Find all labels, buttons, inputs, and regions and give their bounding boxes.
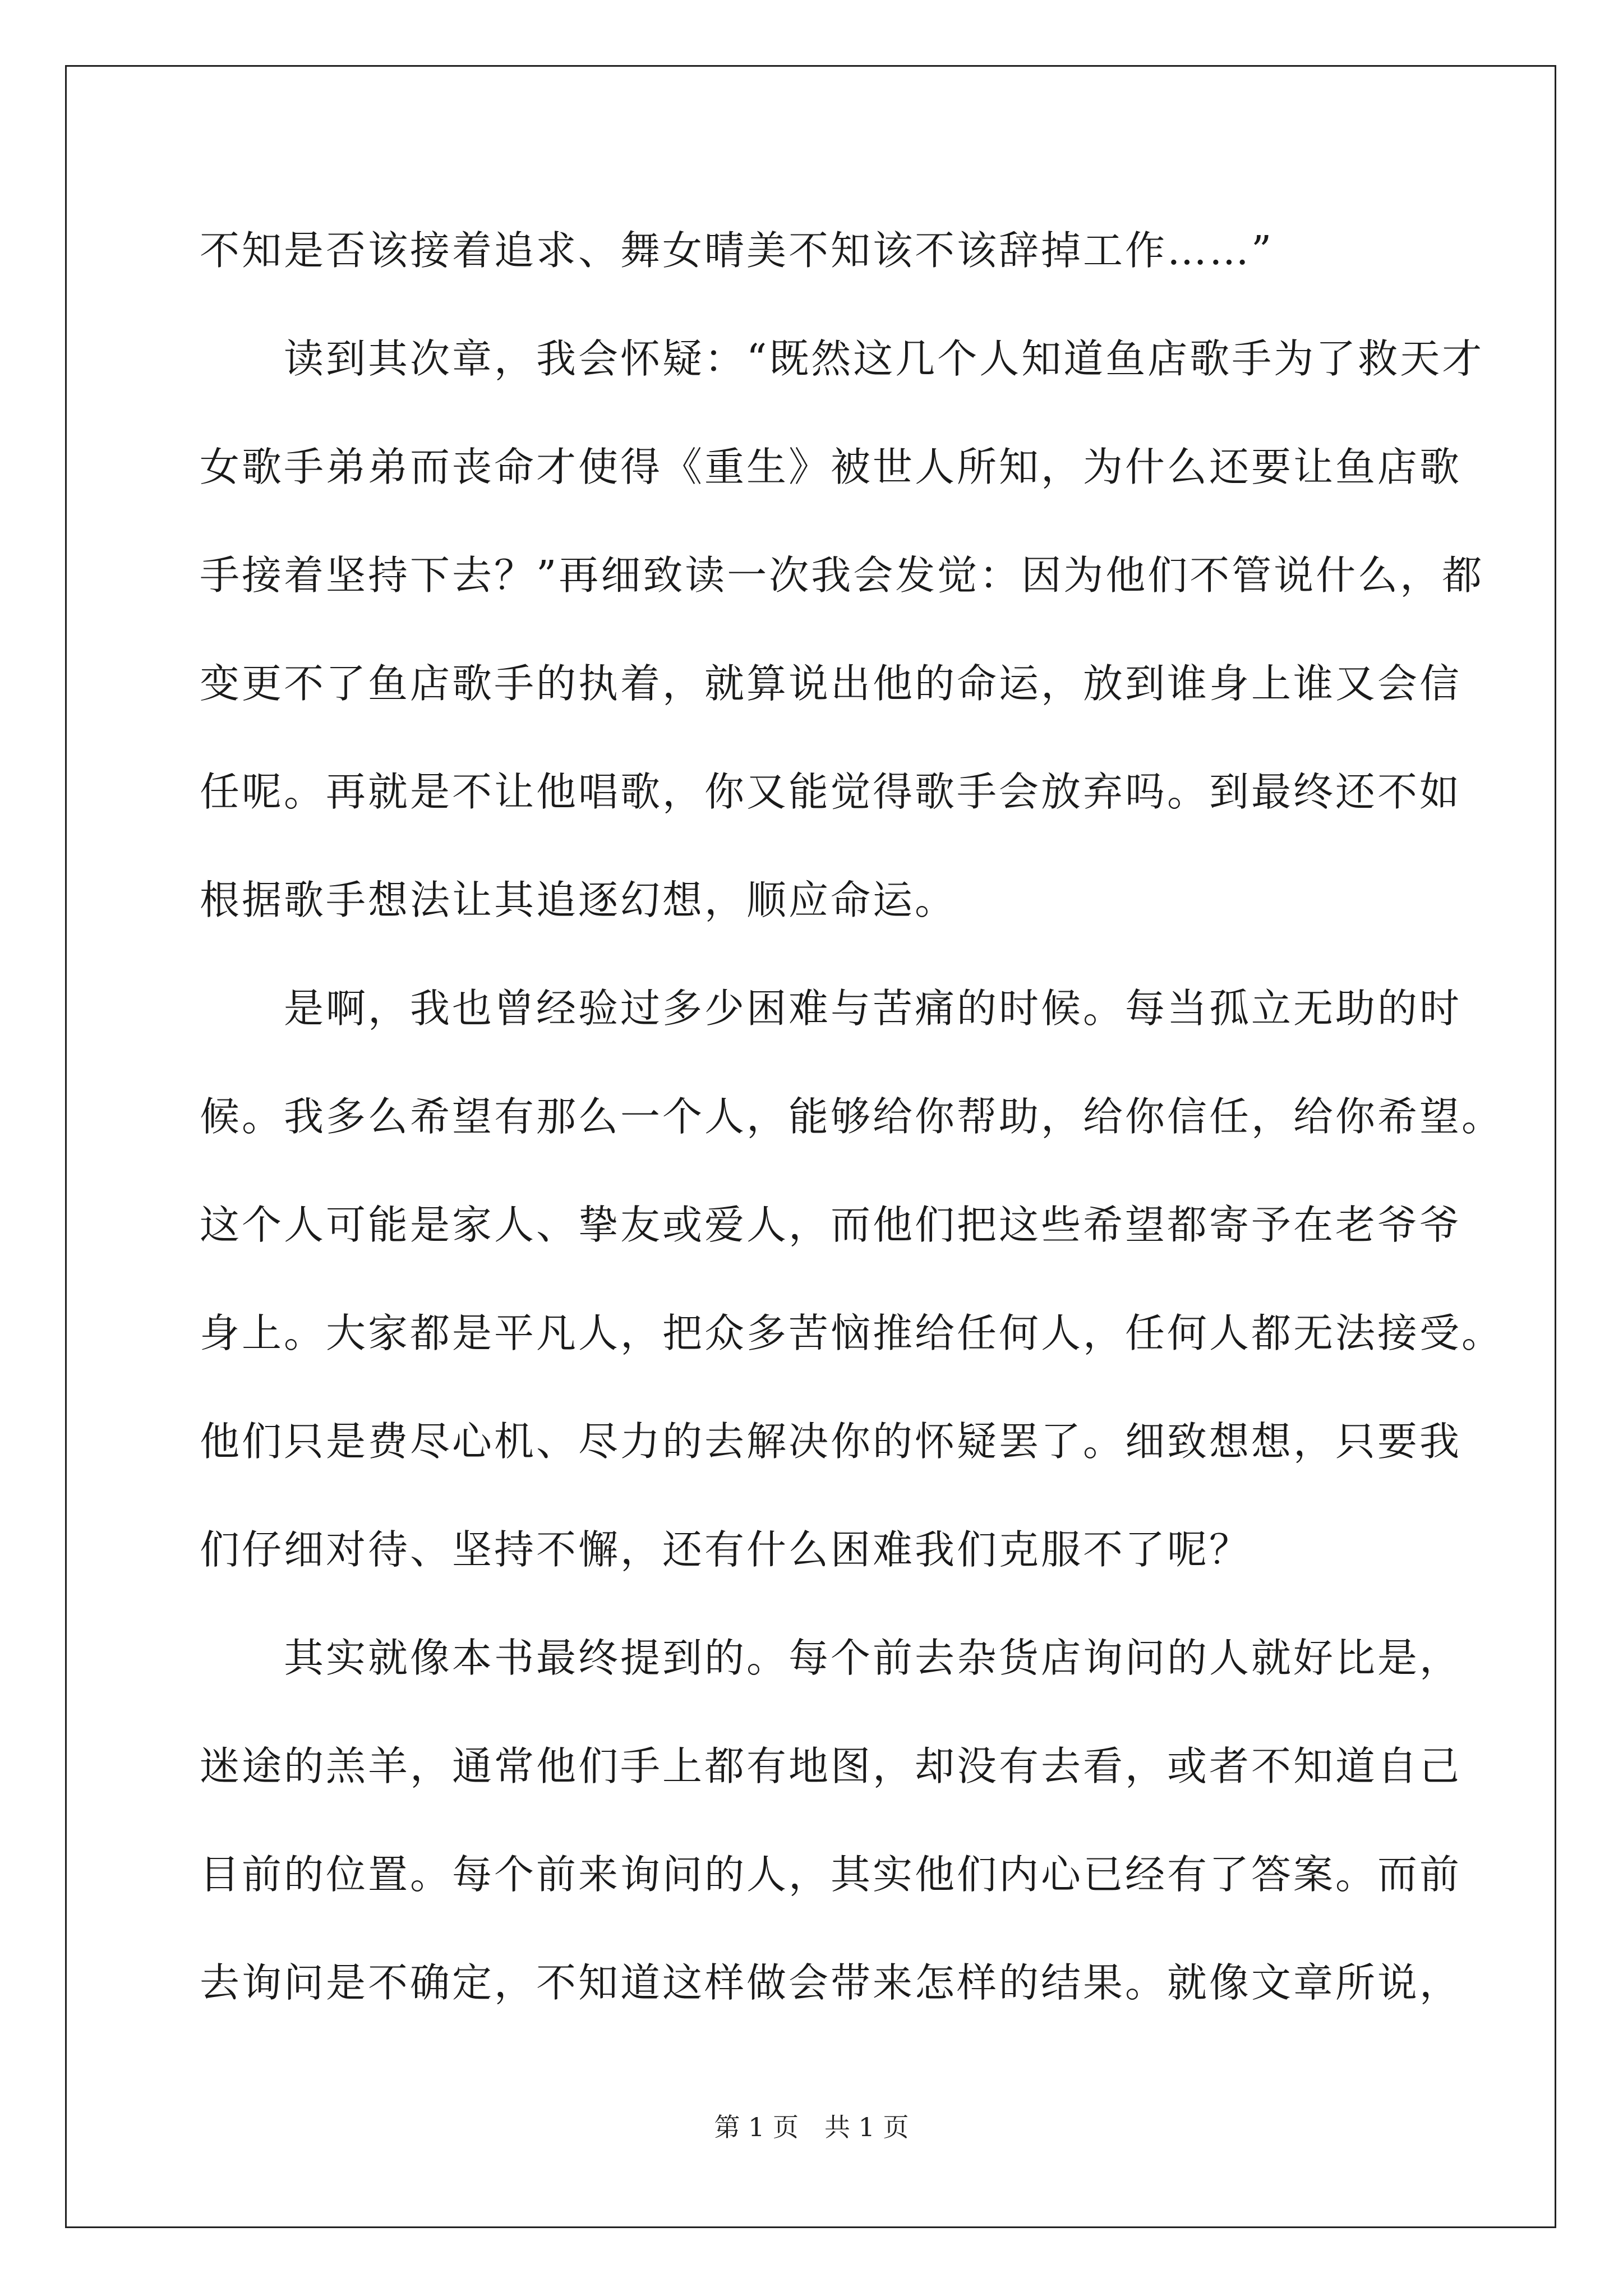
text-line-15: 迷途的羔羊，通常他们手上都有地图，却没有去看，或者不知道自己	[200, 1743, 1462, 1789]
text-line-3: 女歌手弟弟而丧命才使得《重生》被世人所知，为什么还要让鱼店歌	[200, 444, 1462, 490]
text-line-7: 根据歌手想法让其追逐幻想，顺应命运。	[200, 877, 957, 923]
text-line-6: 任呢。再就是不让他唱歌，你又能觉得歌手会放弃吗。到最终还不如	[200, 769, 1462, 815]
text-line-2: 读到其次章，我会怀疑：“既然这几个人知道鱼店歌手为了救天才	[200, 335, 1484, 382]
text-line-10: 这个人可能是家人、挚友或爱人，而他们把这些希望都寄予在老爷爷	[200, 1202, 1462, 1248]
text-line-11: 身上。大家都是平凡人，把众多苦恼推给任何人，任何人都无法接受。	[200, 1310, 1504, 1356]
document-body	[200, 213, 1504, 2054]
text-line-14: 其实就像本书最终提到的。每个前去杂货店询问的人就好比是，	[200, 1635, 1462, 1681]
text-line-8: 是啊，我也曾经验过多少困难与苦痛的时候。每当孤立无助的时	[200, 985, 1462, 1032]
text-line-13: 们仔细对待、坚持不懈，还有什么困难我们克服不了呢？	[200, 1526, 1252, 1573]
text-line-17: 去询问是不确定，不知道这样做会带来怎样的结果。就像文章所说，	[200, 1959, 1462, 2006]
text-line-16: 目前的位置。每个前来询问的人，其实他们内心已经有了答案。而前	[200, 1851, 1462, 1898]
text-line-12: 他们只是费尽心机、尽力的去解决你的怀疑罢了。细致想想，只要我	[200, 1418, 1462, 1465]
text-line-4: 手接着坚持下去？”再细致读一次我会发觉：因为他们不管说什么，都	[200, 552, 1484, 599]
text-line-5: 变更不了鱼店歌手的执着，就算说出他的命运，放到谁身上谁又会信	[200, 660, 1462, 707]
page-number-footer: 第 1 页 共 1 页	[714, 2112, 909, 2142]
text-line-1: 不知是否该接着追求、舞女晴美不知该不该辞掉工作……”	[200, 227, 1274, 274]
text-line-9: 候。我多么希望有那么一个人，能够给你帮助，给你信任，给你希望。	[200, 1093, 1504, 1140]
